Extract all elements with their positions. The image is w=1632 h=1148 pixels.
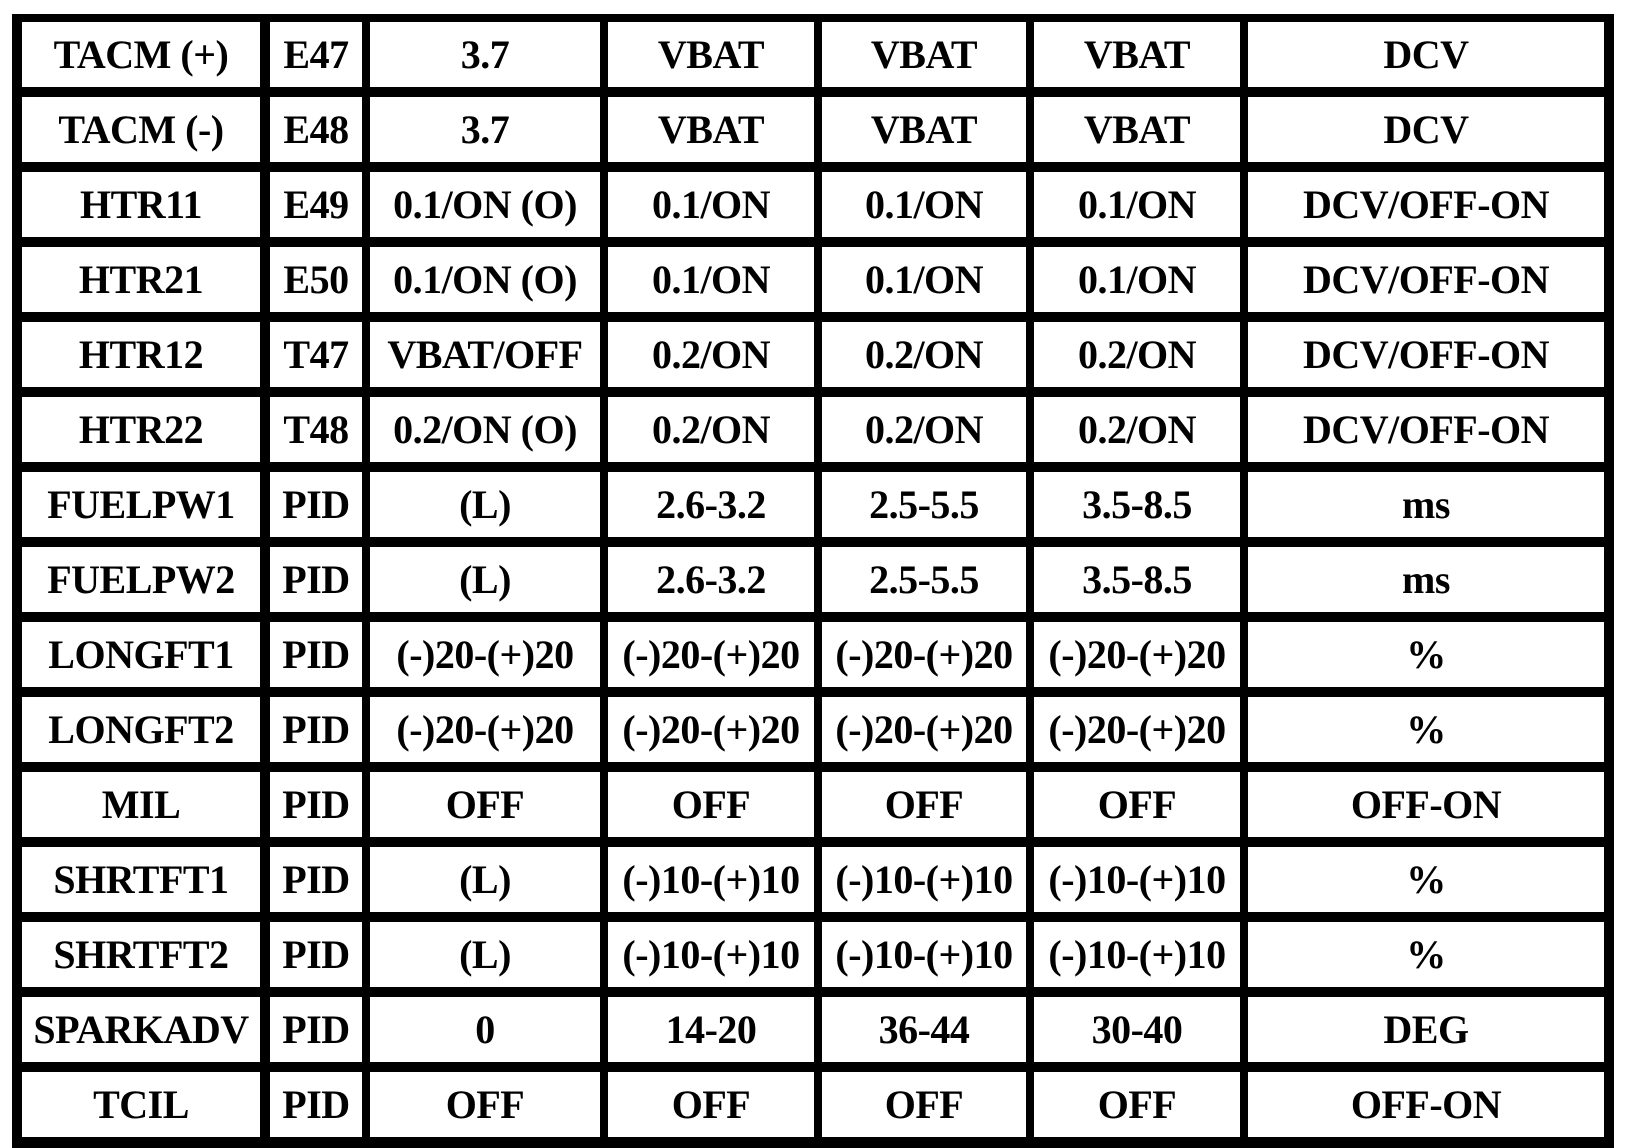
cell-idle-value: 0.2/ON: [608, 322, 814, 387]
cell-value-2500rpm: (-)20-(+)20: [822, 697, 1026, 762]
table-row: [12, 317, 1614, 392]
table-cell: [264, 1067, 366, 1145]
cell-value-2500rpm: OFF: [822, 772, 1026, 837]
cell-value-2500rpm: 0.1/ON: [822, 247, 1026, 312]
cell-value-4000rpm: (-)10-(+)10: [1034, 847, 1240, 912]
table-cell: [604, 14, 818, 92]
table-row: [12, 392, 1614, 467]
table-cell: [12, 692, 264, 767]
table-cell: [818, 542, 1030, 617]
cell-pin: E48: [270, 97, 362, 162]
table-cell: [1244, 467, 1614, 542]
cell-pin: T48: [270, 397, 362, 462]
cell-value-4000rpm: VBAT: [1034, 97, 1240, 162]
cell-unit: DCV: [1248, 22, 1604, 87]
table-cell: [264, 14, 366, 92]
cell-unit: %: [1248, 847, 1604, 912]
table-body: [12, 14, 1614, 1145]
table-cell: [604, 1067, 818, 1145]
cell-unit: %: [1248, 622, 1604, 687]
table-cell: [264, 92, 366, 167]
table-cell: [818, 392, 1030, 467]
table-cell: [1244, 242, 1614, 317]
cell-key-on-value: (L): [370, 847, 600, 912]
cell-key-on-value: 0.2/ON (O): [370, 397, 600, 462]
cell-pin: PID: [270, 997, 362, 1062]
table-cell: [1030, 1067, 1244, 1145]
table-row: [12, 842, 1614, 917]
table-cell: [12, 842, 264, 917]
table-cell: [818, 617, 1030, 692]
table-cell: [818, 92, 1030, 167]
cell-unit: OFF-ON: [1248, 1072, 1604, 1137]
table-cell: [818, 917, 1030, 992]
cell-idle-value: VBAT: [608, 22, 814, 87]
cell-value-2500rpm: 0.2/ON: [822, 322, 1026, 387]
table-cell: [1244, 617, 1614, 692]
cell-pin: E49: [270, 172, 362, 237]
table-cell: [12, 242, 264, 317]
table-cell: [604, 317, 818, 392]
table-cell: [818, 842, 1030, 917]
table-cell: [604, 167, 818, 242]
cell-idle-value: OFF: [608, 1072, 814, 1137]
table-cell: [264, 467, 366, 542]
table-row: [12, 767, 1614, 842]
cell-value-4000rpm: 3.5-8.5: [1034, 472, 1240, 537]
table-row: [12, 167, 1614, 242]
cell-parameter-name: SHRTFT2: [22, 922, 260, 987]
cell-unit: ms: [1248, 472, 1604, 537]
table-cell: [12, 767, 264, 842]
cell-parameter-name: SPARKADV: [22, 997, 260, 1062]
table-cell: [366, 167, 604, 242]
cell-pin: E50: [270, 247, 362, 312]
table-row: [12, 992, 1614, 1067]
cell-parameter-name: LONGFT1: [22, 622, 260, 687]
table-cell: [366, 692, 604, 767]
cell-key-on-value: 0.1/ON (O): [370, 172, 600, 237]
table-cell: [1244, 392, 1614, 467]
table-cell: [1030, 692, 1244, 767]
table-cell: [604, 692, 818, 767]
cell-value-4000rpm: (-)20-(+)20: [1034, 622, 1240, 687]
cell-key-on-value: 3.7: [370, 97, 600, 162]
table-cell: [12, 14, 264, 92]
table-cell: [12, 392, 264, 467]
cell-unit: DCV/OFF-ON: [1248, 322, 1604, 387]
cell-value-4000rpm: OFF: [1034, 1072, 1240, 1137]
diagnostic-parameter-table: [12, 14, 1614, 1145]
cell-value-4000rpm: VBAT: [1034, 22, 1240, 87]
cell-key-on-value: (-)20-(+)20: [370, 622, 600, 687]
table-cell: [604, 392, 818, 467]
table-cell: [604, 467, 818, 542]
cell-value-4000rpm: 30-40: [1034, 997, 1240, 1062]
table-cell: [1030, 167, 1244, 242]
table-cell: [1030, 917, 1244, 992]
cell-parameter-name: TACM (-): [22, 97, 260, 162]
table-cell: [818, 14, 1030, 92]
cell-unit: ms: [1248, 547, 1604, 612]
cell-value-2500rpm: (-)10-(+)10: [822, 922, 1026, 987]
cell-key-on-value: OFF: [370, 1072, 600, 1137]
table-row: [12, 917, 1614, 992]
cell-value-4000rpm: 0.1/ON: [1034, 247, 1240, 312]
table-cell: [12, 167, 264, 242]
cell-value-4000rpm: OFF: [1034, 772, 1240, 837]
cell-pin: PID: [270, 472, 362, 537]
table-cell: [604, 917, 818, 992]
cell-value-4000rpm: (-)10-(+)10: [1034, 922, 1240, 987]
cell-value-2500rpm: 0.1/ON: [822, 172, 1026, 237]
cell-idle-value: 2.6-3.2: [608, 472, 814, 537]
table-cell: [604, 242, 818, 317]
table-cell: [1030, 542, 1244, 617]
cell-key-on-value: (L): [370, 922, 600, 987]
table-cell: [1244, 1067, 1614, 1145]
table-cell: [12, 992, 264, 1067]
cell-key-on-value: 0: [370, 997, 600, 1062]
cell-value-4000rpm: 0.2/ON: [1034, 322, 1240, 387]
cell-value-4000rpm: (-)20-(+)20: [1034, 697, 1240, 762]
cell-idle-value: (-)10-(+)10: [608, 847, 814, 912]
table-cell: [366, 842, 604, 917]
cell-idle-value: (-)10-(+)10: [608, 922, 814, 987]
cell-pin: PID: [270, 1072, 362, 1137]
cell-key-on-value: VBAT/OFF: [370, 322, 600, 387]
cell-unit: %: [1248, 922, 1604, 987]
table-cell: [604, 992, 818, 1067]
table-row: [12, 14, 1614, 92]
table-cell: [1030, 842, 1244, 917]
cell-parameter-name: FUELPW2: [22, 547, 260, 612]
table-cell: [818, 467, 1030, 542]
cell-idle-value: 0.1/ON: [608, 172, 814, 237]
cell-unit: DCV/OFF-ON: [1248, 397, 1604, 462]
table-cell: [366, 467, 604, 542]
cell-idle-value: VBAT: [608, 97, 814, 162]
cell-parameter-name: HTR11: [22, 172, 260, 237]
table-cell: [264, 992, 366, 1067]
cell-parameter-name: FUELPW1: [22, 472, 260, 537]
table-cell: [12, 917, 264, 992]
cell-parameter-name: TCIL: [22, 1072, 260, 1137]
table-cell: [12, 617, 264, 692]
table-cell: [1030, 392, 1244, 467]
table-cell: [366, 767, 604, 842]
table-cell: [818, 692, 1030, 767]
cell-idle-value: 14-20: [608, 997, 814, 1062]
table-cell: [366, 14, 604, 92]
cell-unit: DCV: [1248, 97, 1604, 162]
table-row: [12, 467, 1614, 542]
table-cell: [604, 92, 818, 167]
cell-value-2500rpm: (-)10-(+)10: [822, 847, 1026, 912]
table-cell: [1244, 542, 1614, 617]
table-cell: [264, 167, 366, 242]
table-cell: [264, 542, 366, 617]
table-cell: [1030, 317, 1244, 392]
table-cell: [1030, 467, 1244, 542]
table-cell: [12, 317, 264, 392]
cell-parameter-name: TACM (+): [22, 22, 260, 87]
table-cell: [818, 317, 1030, 392]
table-cell: [12, 542, 264, 617]
table-cell: [264, 692, 366, 767]
cell-key-on-value: (L): [370, 547, 600, 612]
cell-value-2500rpm: VBAT: [822, 22, 1026, 87]
table-cell: [12, 467, 264, 542]
cell-value-2500rpm: 2.5-5.5: [822, 472, 1026, 537]
table-cell: [366, 617, 604, 692]
table-cell: [1030, 242, 1244, 317]
table-cell: [366, 917, 604, 992]
cell-pin: PID: [270, 622, 362, 687]
table-cell: [604, 767, 818, 842]
cell-value-2500rpm: (-)20-(+)20: [822, 622, 1026, 687]
cell-idle-value: (-)20-(+)20: [608, 622, 814, 687]
table-cell: [1244, 167, 1614, 242]
table-cell: [264, 317, 366, 392]
cell-value-4000rpm: 0.1/ON: [1034, 172, 1240, 237]
table-cell: [1030, 14, 1244, 92]
table-cell: [264, 392, 366, 467]
table-cell: [1244, 917, 1614, 992]
cell-idle-value: 0.1/ON: [608, 247, 814, 312]
table-row: [12, 617, 1614, 692]
table-cell: [366, 392, 604, 467]
cell-pin: PID: [270, 547, 362, 612]
cell-key-on-value: 3.7: [370, 22, 600, 87]
table-cell: [1244, 767, 1614, 842]
cell-value-2500rpm: 2.5-5.5: [822, 547, 1026, 612]
cell-parameter-name: HTR21: [22, 247, 260, 312]
cell-parameter-name: SHRTFT1: [22, 847, 260, 912]
cell-key-on-value: (L): [370, 472, 600, 537]
table-cell: [264, 617, 366, 692]
table-cell: [1244, 692, 1614, 767]
cell-value-4000rpm: 0.2/ON: [1034, 397, 1240, 462]
cell-pin: PID: [270, 922, 362, 987]
table-cell: [366, 317, 604, 392]
cell-pin: E47: [270, 22, 362, 87]
cell-parameter-name: HTR12: [22, 322, 260, 387]
cell-parameter-name: MIL: [22, 772, 260, 837]
cell-key-on-value: OFF: [370, 772, 600, 837]
cell-unit: DCV/OFF-ON: [1248, 172, 1604, 237]
table-cell: [1030, 767, 1244, 842]
cell-unit: OFF-ON: [1248, 772, 1604, 837]
table-cell: [818, 992, 1030, 1067]
table-cell: [818, 1067, 1030, 1145]
table-cell: [1030, 617, 1244, 692]
table-cell: [1244, 92, 1614, 167]
table-row: [12, 692, 1614, 767]
table-row: [12, 1067, 1614, 1145]
table-cell: [604, 617, 818, 692]
table-row: [12, 92, 1614, 167]
cell-parameter-name: LONGFT2: [22, 697, 260, 762]
table-cell: [604, 542, 818, 617]
cell-unit: DCV/OFF-ON: [1248, 247, 1604, 312]
cell-idle-value: 2.6-3.2: [608, 547, 814, 612]
table-cell: [264, 917, 366, 992]
table-cell: [12, 1067, 264, 1145]
table-cell: [264, 842, 366, 917]
table-cell: [264, 242, 366, 317]
table-cell: [12, 92, 264, 167]
cell-value-2500rpm: 0.2/ON: [822, 397, 1026, 462]
cell-pin: PID: [270, 697, 362, 762]
cell-value-4000rpm: 3.5-8.5: [1034, 547, 1240, 612]
cell-value-2500rpm: OFF: [822, 1072, 1026, 1137]
cell-pin: PID: [270, 772, 362, 837]
table-cell: [264, 767, 366, 842]
cell-idle-value: 0.2/ON: [608, 397, 814, 462]
cell-unit: DEG: [1248, 997, 1604, 1062]
table-cell: [366, 542, 604, 617]
table-row: [12, 542, 1614, 617]
cell-pin: PID: [270, 847, 362, 912]
table-cell: [1244, 842, 1614, 917]
table-cell: [1030, 992, 1244, 1067]
cell-pin: T47: [270, 322, 362, 387]
table-cell: [818, 242, 1030, 317]
cell-value-2500rpm: 36-44: [822, 997, 1026, 1062]
cell-key-on-value: 0.1/ON (O): [370, 247, 600, 312]
table-cell: [366, 92, 604, 167]
table-row: [12, 242, 1614, 317]
cell-unit: %: [1248, 697, 1604, 762]
table-cell: [818, 167, 1030, 242]
table-cell: [818, 767, 1030, 842]
cell-idle-value: OFF: [608, 772, 814, 837]
table-cell: [1244, 992, 1614, 1067]
table-cell: [1244, 14, 1614, 92]
table-cell: [604, 842, 818, 917]
table-cell: [1244, 317, 1614, 392]
table-cell: [1030, 92, 1244, 167]
cell-parameter-name: HTR22: [22, 397, 260, 462]
cell-key-on-value: (-)20-(+)20: [370, 697, 600, 762]
table-cell: [366, 992, 604, 1067]
table-cell: [366, 242, 604, 317]
cell-value-2500rpm: VBAT: [822, 97, 1026, 162]
cell-idle-value: (-)20-(+)20: [608, 697, 814, 762]
table-cell: [366, 1067, 604, 1145]
